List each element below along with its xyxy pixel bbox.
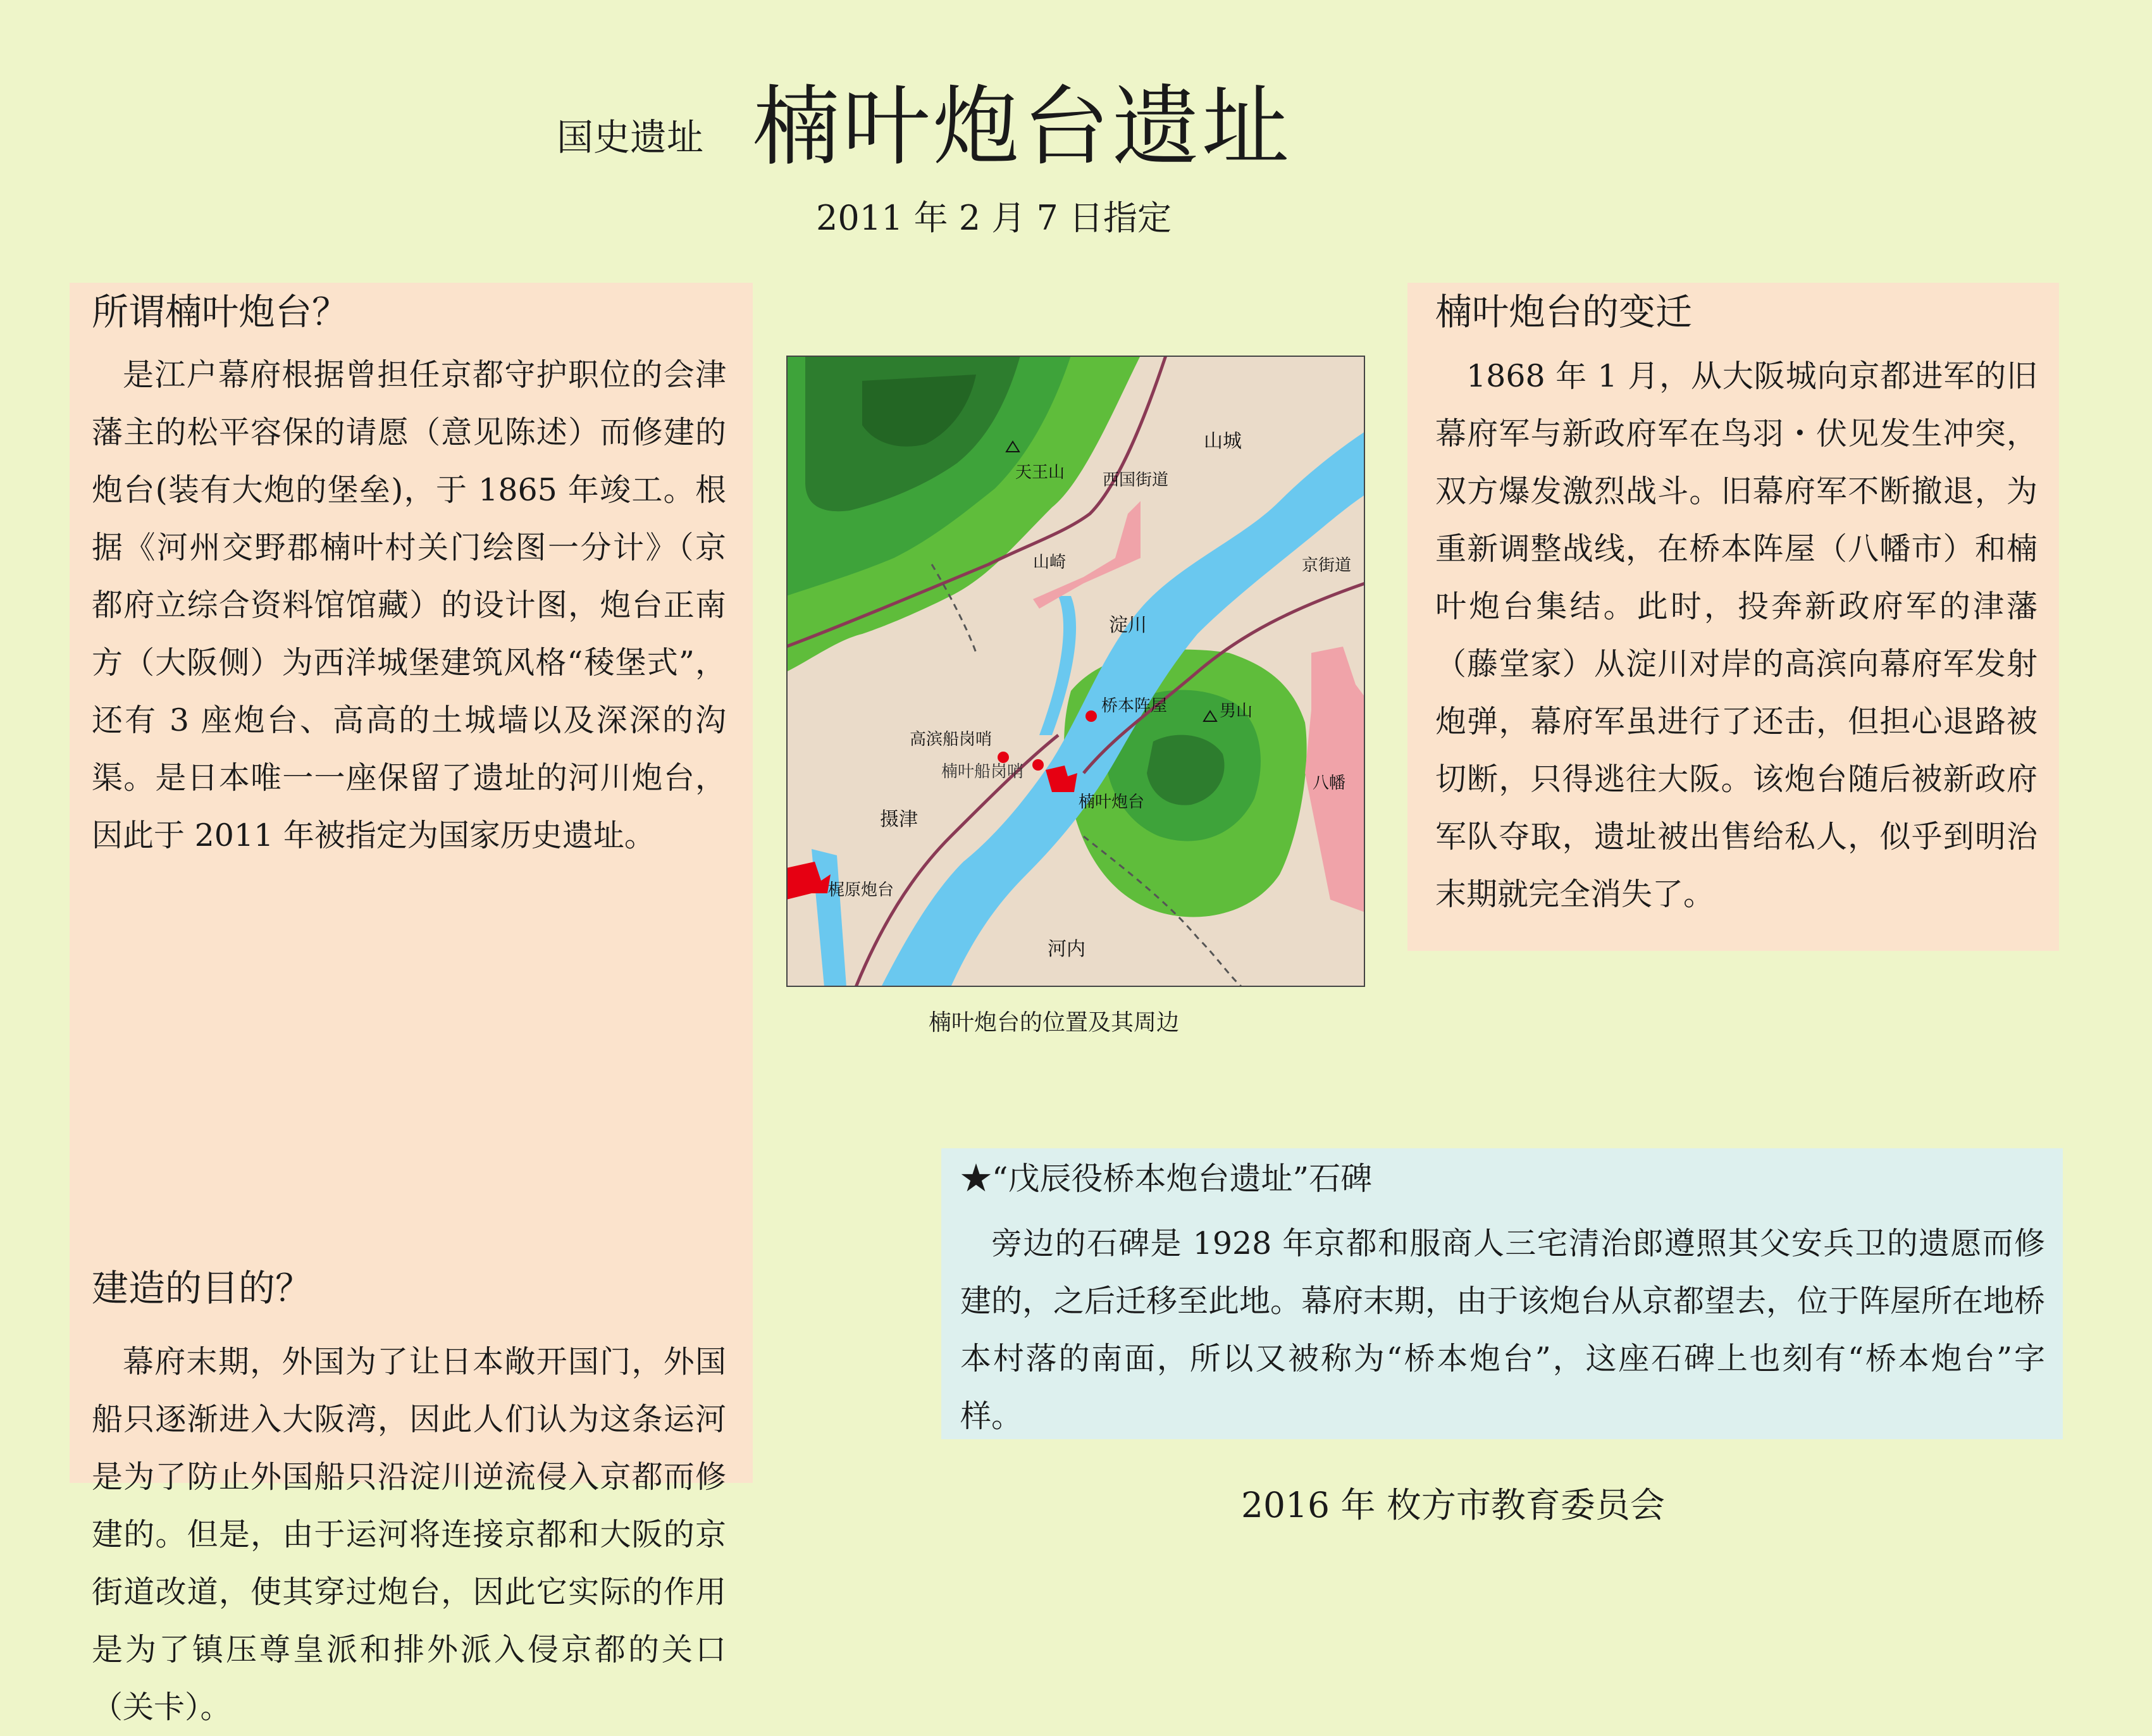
section-body-purpose: 幕府末期，外国为了让日本敞开国门，外国船只逐渐进入大阪湾，因此人们认为这条运河是为了防止外国船只沿淀川逆流侵入京都而修建的。但是，由于运河将连接京都和大阪的京街道改道，使其穿过炮台，因此它实际的作用是为了镇压尊皇派和排外派入侵京都的关口（关卡）。 — [92, 1344, 726, 1725]
left-panel — [70, 283, 753, 1725]
section-title-what-is: 所谓楠叶炮台？ — [92, 290, 349, 333]
map-label-kawachi: 河内 — [1048, 938, 1085, 960]
map-label-otokoyama: 男山 — [1220, 702, 1253, 721]
monument-panel — [941, 1148, 2063, 1439]
map-label-kajiwara-battery: 梶原炮台 — [828, 881, 894, 900]
designation-kicker: 国史遗址 — [557, 116, 704, 159]
issuer-footer: 2016 年 枚方市教育委员会 — [1241, 1485, 1665, 1525]
designation-date: 2011 年 2 月 7 日指定 — [816, 198, 1172, 238]
monument-body: 旁边的石碑是 1928 年京都和服商人三宅清治郎遵照其父安兵卫的遗愿而修建的，之后迁移至此地。幕府末期，由于该炮台从京都望去，位于阵屋所在地桥本村落的南面，所以又被称为“桥本炮台”，这座石碑上也刻有“桥本炮台”字样。 — [960, 1225, 2046, 1434]
monument-title: ★“戊辰役桥本炮台遗址”石碑 — [960, 1160, 1373, 1197]
map-label-yamazaki: 山崎 — [1033, 553, 1067, 572]
right-panel — [1407, 283, 2059, 951]
map-label-kyo-kaido: 京街道 — [1302, 556, 1352, 575]
map-marker-hashimoto-jinya — [1085, 710, 1097, 722]
map-label-tennozan: 天王山 — [1015, 463, 1065, 482]
section-title-history: 楠叶炮台的变迁 — [1435, 290, 1693, 333]
map-label-yamashiro: 山城 — [1204, 430, 1242, 452]
map-label-saigoku-kaido: 西国街道 — [1103, 471, 1169, 490]
location-map — [786, 356, 1365, 987]
map-label-yawata: 八幡 — [1313, 774, 1346, 793]
map-label-takahama: 高滨船岗哨 — [910, 730, 993, 749]
map-marker-takahama — [998, 752, 1009, 763]
section-body-history: 1868 年 1 月，从大阪城向京都进军的旧幕府军与新政府军在鸟羽・伏见发生冲突，双方爆发激烈战斗。旧幕府军不断撤退，为重新调整战线，在桥本阵屋（八幡市）和楠叶炮台集结。此时，投奔新政府军的津藩（藤堂家）从淀川对岸的高滨向幕府军发射炮弹，幕府军虽进行了还击，但担心退路被切断，只得逃往大阪。该炮台随后被新政府军队夺取，遗址被出售给私人，似乎到明治末期就完全消失了。 — [1435, 358, 2038, 912]
map-label-settsu: 摄津 — [880, 809, 918, 831]
map-label-kuzuha-battery: 楠叶炮台 — [1079, 793, 1145, 812]
section-title-purpose: 建造的目的？ — [92, 1267, 312, 1310]
page-title: 楠叶炮台遗址 — [753, 76, 1292, 178]
map-label-yodogawa: 淀川 — [1109, 614, 1147, 636]
map-caption: 楠叶炮台的位置及其周边 — [929, 1010, 1180, 1036]
section-body-what-is: 是江户幕府根据曾担任京都守护职位的会津藩主的松平容保的请愿（意见陈述）而修建的炮台(装有大炮的堡垒)，于 1865 年竣工。根据《河州交野郡楠叶村关门绘图一分计》（京都府立综合资料馆馆藏）的设计图，炮台正南方（大阪侧）为西洋城堡建筑风格“稜堡式”，还有 3 座炮台、高高的土城墙以及深深的沟渠。是日本唯一一座保留了遗址的河川炮台，因此于 2011 年被指定为国家历史遗址。 — [92, 357, 726, 853]
map-marker-kuzuha-funabansho — [1032, 759, 1044, 771]
map-label-kuzuha-funabansho: 楠叶船岗哨 — [941, 762, 1024, 781]
map-label-hashimoto-jinya: 桥本阵屋 — [1101, 697, 1168, 716]
